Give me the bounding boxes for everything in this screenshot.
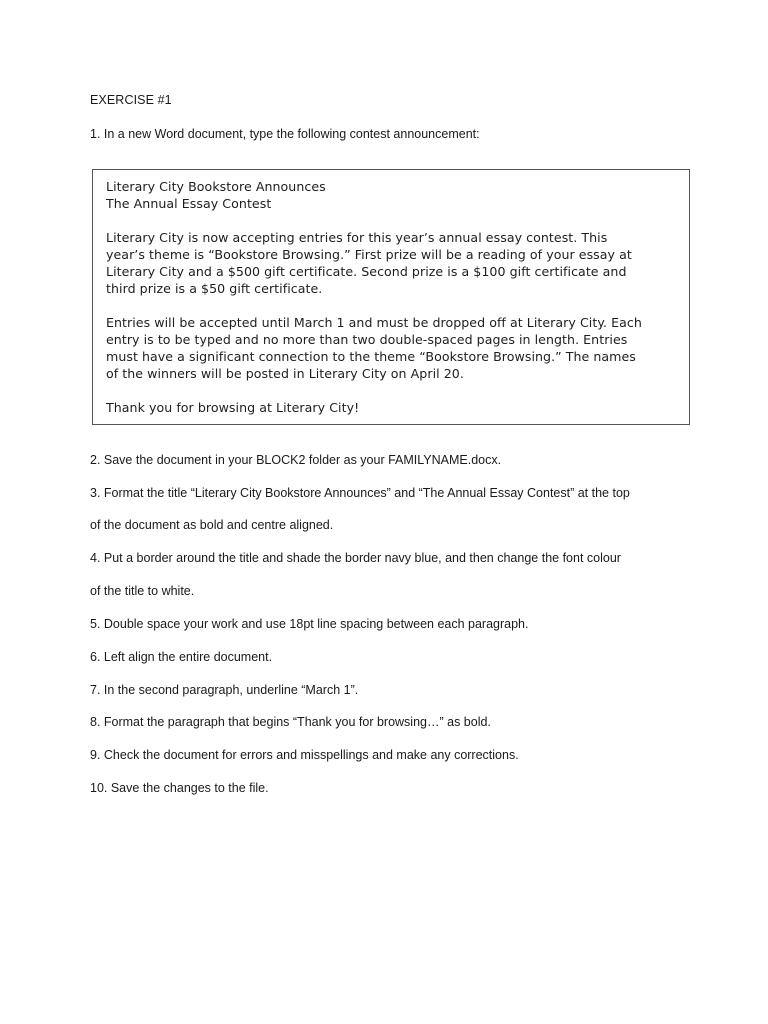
instruction-step-8: 8. Format the paragraph that begins “Thank you for browsing…” as bold.	[90, 715, 491, 729]
announcement-title-line: Literary City Bookstore Announces	[106, 179, 326, 194]
paragraph-line: Literary City is now accepting entries for this year’s annual essay contest. This	[106, 230, 608, 245]
announcement-paragraph-2	[106, 314, 676, 382]
announcement-closing: Thank you for browsing at Literary City!	[106, 400, 360, 415]
instruction-step-9: 9. Check the document for errors and misspellings and make any corrections.	[90, 748, 519, 762]
instruction-step-3: 3. Format the title “Literary City Bookstore Announces” and “The Annual Essay Contest” at the top	[90, 486, 630, 500]
exercise-title: EXERCISE #1	[90, 93, 172, 107]
announcement-box	[92, 169, 690, 425]
paragraph-line: must have a significant connection to the theme “Bookstore Browsing.” The names	[106, 349, 636, 364]
instruction-step-4: 4. Put a border around the title and shade the border navy blue, and then change the font colour	[90, 551, 621, 565]
announcement-title	[106, 178, 676, 212]
instruction-step-3-cont: of the document as bold and centre aligned.	[90, 518, 334, 532]
paragraph-line: of the winners will be posted in Literary City on April 20.	[106, 366, 464, 381]
instruction-step-7: 7. In the second paragraph, underline “March 1”.	[90, 683, 359, 697]
paragraph-line: Entries will be accepted until March 1 and must be dropped off at Literary City. Each	[106, 315, 642, 330]
instruction-step-4-cont: of the title to white.	[90, 584, 195, 598]
instruction-step-6: 6. Left align the entire document.	[90, 650, 273, 664]
paragraph-line: Literary City and a $500 gift certificate. Second prize is a $100 gift certificate and	[106, 264, 627, 279]
instruction-step-1: 1. In a new Word document, type the following contest announcement:	[90, 127, 480, 141]
paragraph-line: entry is to be typed and no more than two double-spaced pages in length. Entries	[106, 332, 628, 347]
announcement-paragraph-1	[106, 229, 676, 297]
instruction-step-10: 10. Save the changes to the file.	[90, 781, 269, 795]
instruction-step-2: 2. Save the document in your BLOCK2 folder as your FAMILYNAME.docx.	[90, 453, 502, 467]
paragraph-line: year’s theme is “Bookstore Browsing.” First prize will be a reading of your essay at	[106, 247, 632, 262]
paragraph-line: third prize is a $50 gift certificate.	[106, 281, 323, 296]
announcement-subtitle-line: The Annual Essay Contest	[106, 196, 272, 211]
instruction-step-5: 5. Double space your work and use 18pt line spacing between each paragraph.	[90, 617, 529, 631]
